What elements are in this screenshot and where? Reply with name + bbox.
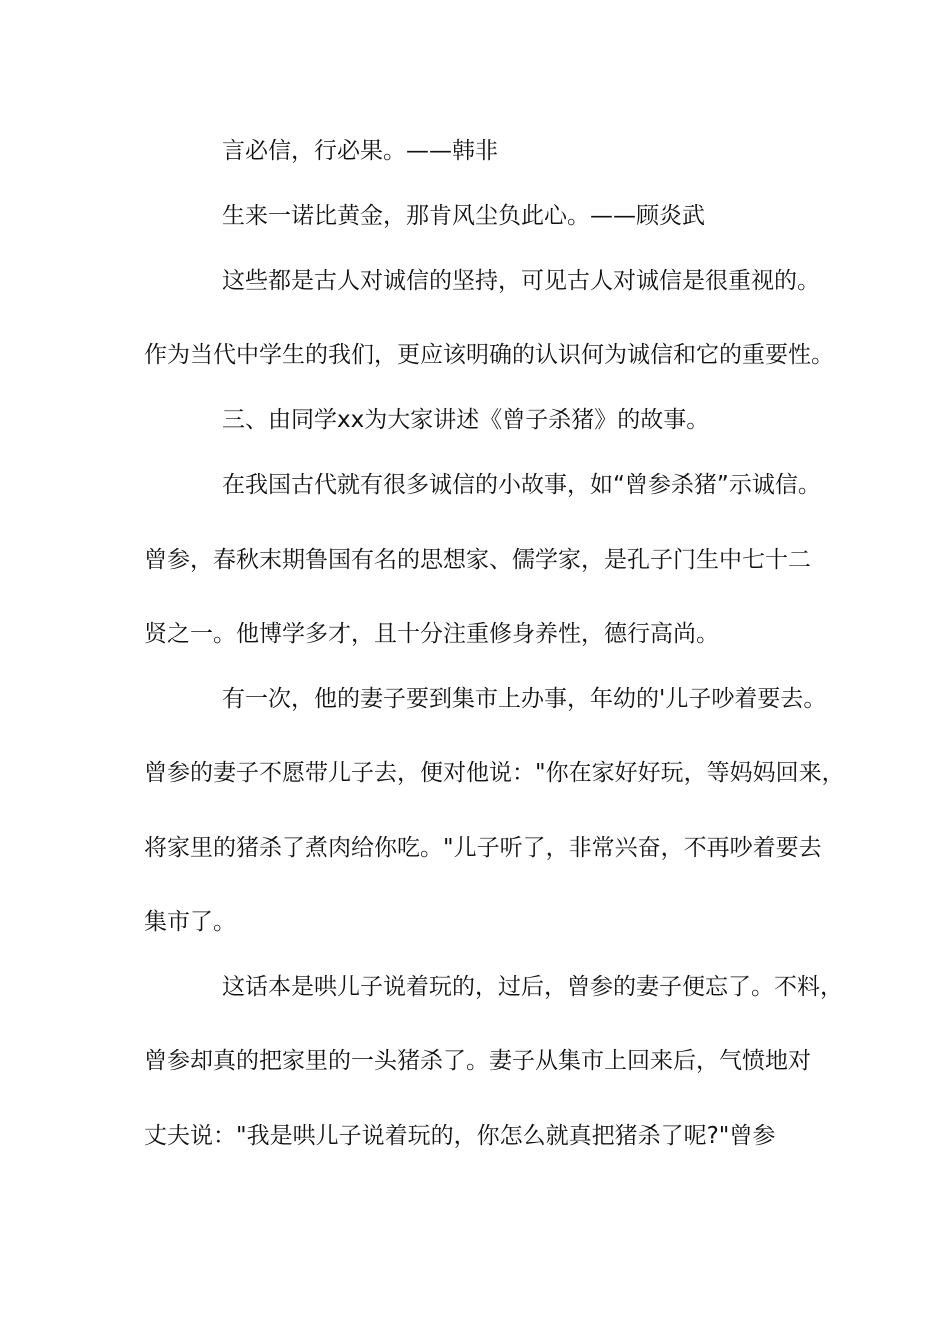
text-line-4: 作为当代中学生的我们，更应该明确的认识何为诚信和它的重要性。 xyxy=(144,342,834,368)
text-line-7: 曾参，春秋末期鲁国有名的思想家、儒学家，是孔子门生中七十二 xyxy=(144,547,811,573)
text-line-12: 集市了。 xyxy=(144,909,236,935)
text-line-6: 在我国古代就有很多诚信的小故事，如“曾参杀猪”示诚信。 xyxy=(222,472,821,498)
text-line-3: 这些都是古人对诚信的坚持，可见古人对诚信是很重视的。 xyxy=(222,268,820,294)
text-line-8: 贤之一。他博学多才，且十分注重修身养性，德行高尚。 xyxy=(144,621,719,647)
text-line-10: 曾参的妻子不愿带儿子去，便对他说："你在家好好玩，等妈妈回来， xyxy=(144,760,845,786)
text-line-9: 有一次，他的妻子要到集市上办事，年幼的'儿子吵着要去。 xyxy=(222,686,827,712)
text-line-13: 这话本是哄儿子说着玩的，过后，曾参的妻子便忘了。不料， xyxy=(222,974,843,1000)
text-line-1: 言必信，行必果。——韩非 xyxy=(222,138,498,164)
text-line-15: 丈夫说："我是哄儿子说着玩的，你怎么就真把猪杀了呢?"曾参 xyxy=(144,1123,776,1149)
text-line-11: 将家里的猪杀了煮肉给你吃。"儿子听了，非常兴奋，不再吵着要去 xyxy=(144,835,822,861)
text-line-2: 生来一诺比黄金，那肯风尘负此心。——顾炎武 xyxy=(222,203,705,229)
text-line-5: 三、由同学xx为大家讲述《曾子杀猪》的故事。 xyxy=(222,407,710,433)
text-line-14: 曾参却真的把家里的一头猪杀了。妻子从集市上回来后，气愤地对 xyxy=(144,1048,811,1074)
